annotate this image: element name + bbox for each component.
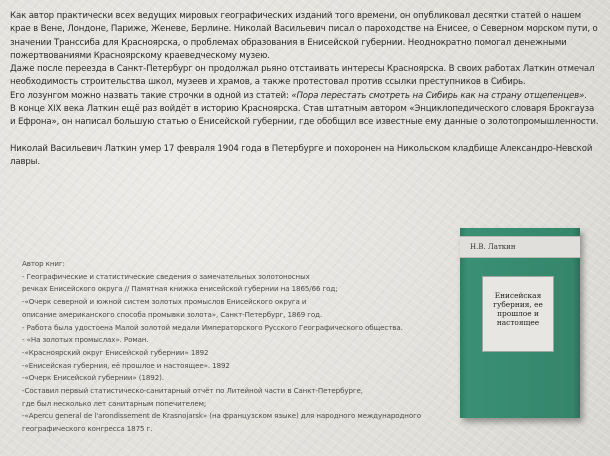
works-item: -«Красноярский округ Енисейской губернии» 1892	[22, 347, 209, 357]
book-author: Н.В. Латкин	[460, 236, 580, 258]
works-item: - «На золотых промыслах». Роман.	[22, 335, 149, 345]
book-title-line: прошлое и	[497, 309, 539, 318]
works-item: -«Енисейская губерния, её прошлое и настоящее». 1892	[22, 360, 230, 370]
works-item: -Составил первый статистическо-санитарный отчёт по Литейной части в Санкт-Петербурге,	[22, 386, 363, 396]
works-item: - Географические и статистические сведения о замечательных золотоносных	[22, 271, 310, 281]
works-list	[22, 258, 492, 436]
works-item: -«Очерк северной и южной систем золотых промыслов Енисейского округа и	[22, 297, 307, 307]
main-text	[10, 10, 602, 169]
paragraph-encyclopedia: В конце XIX века Латкин ещё раз войдёт в историю Красноярска. Став штатным автором «Энциклопедического словаря Брокгауза и Ефрона», он написал большую статью о Енисейской губернии, где обобщил все известные ему данные о золотопромышленности.	[10, 104, 599, 128]
paragraph-contributions: Как автор практически всех ведущих мировых географических изданий того времени, он опубликовал десятки статей о нашем крае в Вене, Лондоне, Париже, Женеве, Берлине. Николай Васильевич писал о пароходстве на Енисее, о Северном морском пути, о значении Транссиба для Красноярска, о проблемах образования в Енисейской губернии. Неоднократно помогал денежными пожертвованиями Красноярскому краеведческому музею.	[10, 11, 598, 61]
paragraph-death: Николай Васильевич Латкин умер 17 февраля 1904 года в Петербурге и похоронен на Никольском кладбище Александро-Невской лавры.	[10, 143, 593, 167]
book-title-label	[482, 276, 554, 352]
slogan-lead: Его лозунгом можно назвать такие строчки в одной из статей:	[10, 90, 292, 101]
paragraph-petersburg: Даже после переезда в Санкт-Петербург он продолжал рьяно отстаивать интересы Красноярска. В своих работах Латкин отмечал необходимость строительства школ, музеев и храмов, а также протестовал против ссылки преступников в Сибирь.	[10, 64, 595, 88]
works-item: - Работа была удостоена Малой золотой медали Императорского Русского Географического общества.	[22, 322, 403, 332]
works-item-last: -«Apercu general de l'arondissement de Krasnojarsk» (на французском языке) для народного международного географического конгресса 1875 г.	[22, 411, 421, 434]
book-title-line: Енисейская	[494, 291, 542, 300]
paragraph-slogan	[10, 90, 602, 103]
paragraph-gap	[10, 130, 602, 143]
book-title-line: губерния, ее	[493, 300, 543, 309]
book-title-line: настоящее	[496, 318, 540, 327]
works-heading: Автор книг:	[22, 259, 65, 268]
works-item: описание американского способа промывки золота», Санкт-Петербург, 1869 год.	[22, 309, 323, 319]
works-item: где был несколько лет санитарным попечителем;	[22, 398, 207, 408]
works-item: речках Енисейского округа // Памятная книжка енисейской губернии на 1865/66 год;	[22, 284, 338, 294]
book-cover-image	[460, 228, 580, 418]
works-item: -«Очерк Енисейской губернии» (1892).	[22, 373, 164, 383]
slogan-quote: «Пора перестать смотреть на Сибирь как на страну отщепенцев»	[291, 90, 585, 101]
slogan-end: .	[584, 90, 587, 101]
